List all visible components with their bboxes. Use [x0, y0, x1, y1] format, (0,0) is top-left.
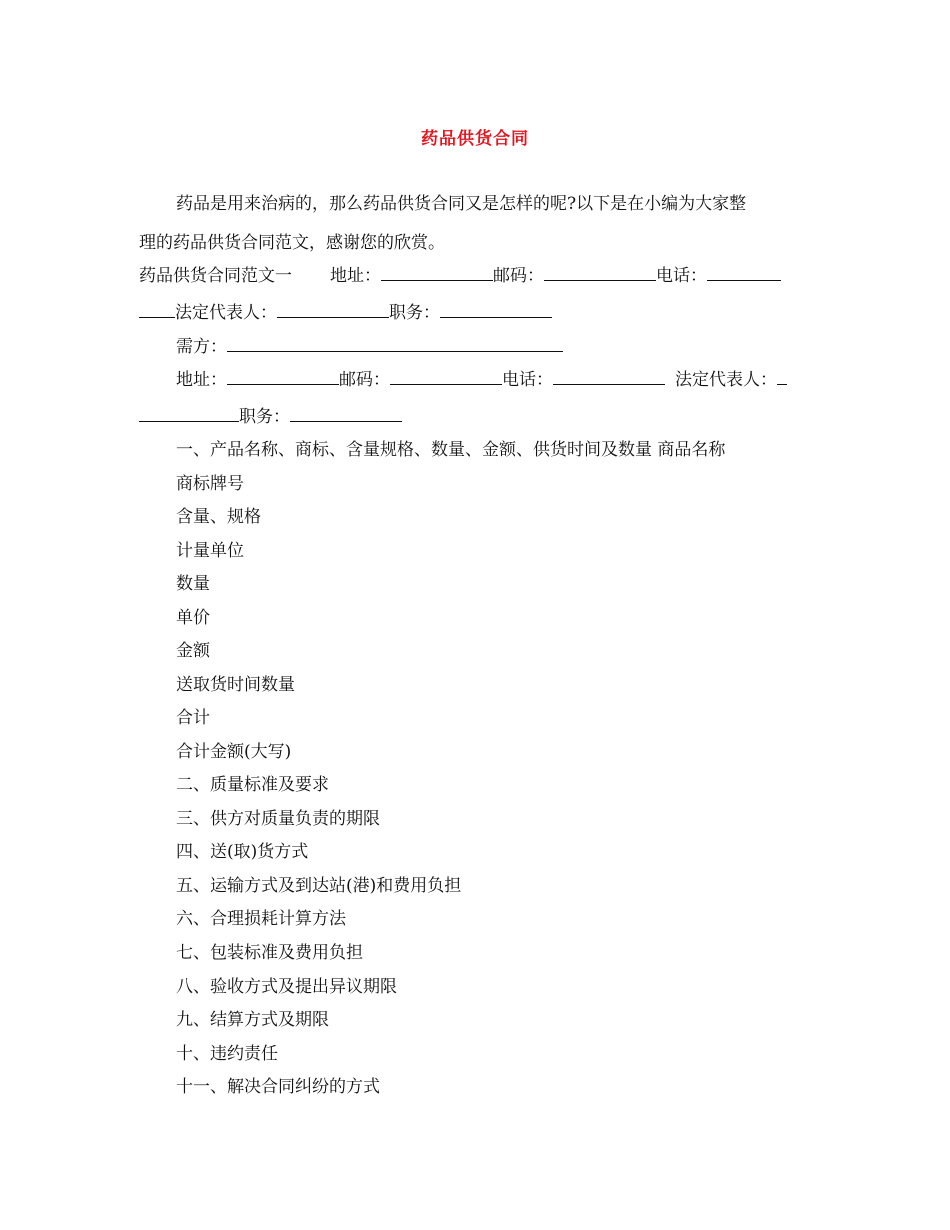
supplier-zip-field[interactable] — [544, 266, 656, 281]
section-item: 金额 — [176, 641, 210, 661]
section-item: 九、结算方式及期限 — [176, 1010, 329, 1030]
section-item: 计量单位 — [176, 541, 244, 561]
section-item: 含量、规格 — [176, 507, 261, 527]
section-item: 送取货时间数量 — [176, 675, 295, 695]
buyer-label: 需方： — [176, 337, 227, 357]
buyer-position-label: 职务： — [239, 407, 290, 427]
buyer-phone-field[interactable] — [553, 370, 665, 385]
supplier-zip-label: 邮码： — [493, 266, 544, 286]
document-title: 药品供货合同 — [421, 129, 529, 149]
section-item: 五、运输方式及到达站(港)和费用负担 — [176, 876, 462, 896]
supplier-position-label: 职务： — [389, 303, 440, 323]
buyer-row — [176, 335, 563, 359]
buyer-legal-rep-field[interactable] — [777, 370, 787, 385]
buyer-address-label: 地址： — [176, 370, 227, 390]
section-item: 七、包装标准及费用负担 — [176, 943, 363, 963]
supplier-row — [139, 264, 781, 288]
section-item: 十、违约责任 — [176, 1044, 278, 1064]
supplier-position-field[interactable] — [440, 303, 552, 318]
section-item: 六、合理损耗计算方法 — [176, 909, 346, 929]
buyer-address-field[interactable] — [227, 370, 339, 385]
section-item: 合计 — [176, 708, 210, 728]
buyer-position-field[interactable] — [290, 407, 402, 422]
buyer-zip-label: 邮码： — [339, 370, 390, 390]
section-item: 单价 — [176, 608, 210, 628]
supplier-address-field[interactable] — [381, 266, 493, 281]
section-item: 商标牌号 — [176, 474, 244, 494]
buyer-name-field[interactable] — [227, 337, 563, 352]
section-item: 合计金额(大写) — [176, 742, 292, 762]
intro-line-1: 药品是用来治病的，那么药品供货合同又是怎样的呢?以下是在小编为大家整 — [176, 194, 747, 214]
supplier-address-label: 地址： — [330, 266, 381, 286]
section-item: 数量 — [176, 574, 210, 594]
supplier-legal-rep-field[interactable] — [277, 303, 389, 318]
doc-label: 药品供货合同范文一 — [139, 266, 292, 286]
supplier-phone-field-cont[interactable] — [139, 303, 175, 318]
section-item: 八、验收方式及提出异议期限 — [176, 977, 397, 997]
supplier-phone-field[interactable] — [707, 266, 781, 281]
buyer-zip-field[interactable] — [390, 370, 502, 385]
supplier-row-2 — [139, 301, 552, 325]
section-item: 二、质量标准及要求 — [176, 775, 329, 795]
intro-line-2: 理的药品供货合同范文，感谢您的欣赏。 — [139, 233, 445, 253]
buyer-legal-rep-label: 法定代表人： — [675, 370, 777, 390]
buyer-row-2 — [139, 405, 402, 429]
section-item: 三、供方对质量负责的期限 — [176, 809, 380, 829]
section-item: 一、产品名称、商标、含量规格、数量、金额、供货时间及数量 商品名称 — [176, 440, 726, 460]
buyer-phone-label: 电话： — [502, 370, 553, 390]
buyer-address-row — [176, 368, 787, 392]
supplier-phone-label: 电话： — [656, 266, 707, 286]
supplier-legal-rep-label: 法定代表人： — [175, 303, 277, 323]
section-item: 四、送(取)货方式 — [176, 842, 309, 862]
buyer-legal-rep-field-cont[interactable] — [139, 407, 239, 422]
section-item: 十一、解决合同纠纷的方式 — [176, 1077, 380, 1097]
